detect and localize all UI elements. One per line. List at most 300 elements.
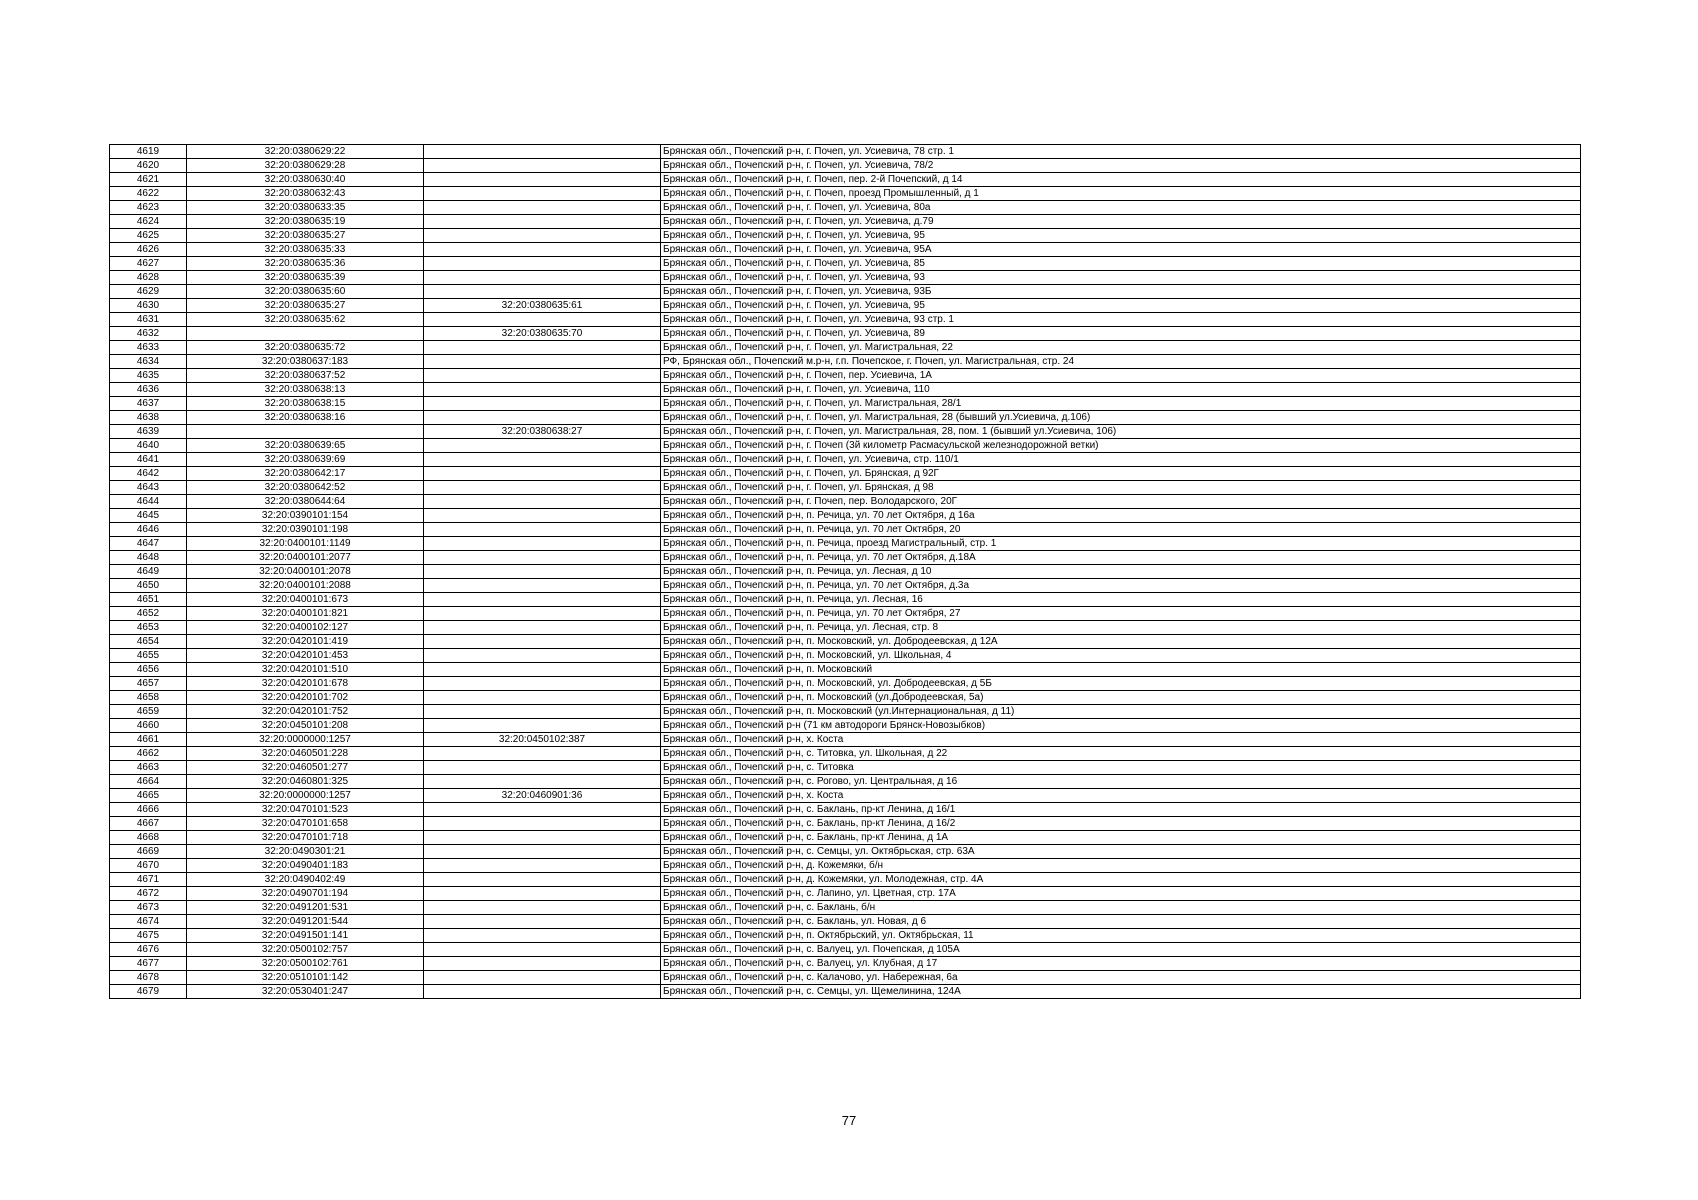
address: Брянская обл., Почепский р-н, г. Почеп (3й километр Расмасульской железнодорожной ветки) (661, 439, 1581, 453)
table-row (110, 607, 1581, 621)
cadastral-number: 32:20:0380635:60 (187, 285, 424, 299)
cadastral-number: 32:20:0380629:28 (187, 159, 424, 173)
row-number: 4669 (110, 845, 187, 859)
address: Брянская обл., Почепский р-н, г. Почеп, ул. Усиевича, д.79 (661, 215, 1581, 229)
address: Брянская обл., Почепский р-н, п. Московский, ул. Школьная, 4 (661, 649, 1581, 663)
cadastral-number: 32:20:0000000:1257 (187, 789, 424, 803)
parent-cadastral-number (424, 397, 661, 411)
address: Брянская обл., Почепский р-н, г. Почеп, ул. Усиевича, 95 (661, 229, 1581, 243)
table-row (110, 495, 1581, 509)
table-row (110, 957, 1581, 971)
parent-cadastral-number (424, 985, 661, 999)
cadastral-number: 32:20:0380642:52 (187, 481, 424, 495)
cadastral-number: 32:20:0500102:761 (187, 957, 424, 971)
table-row (110, 747, 1581, 761)
parent-cadastral-number (424, 593, 661, 607)
table-row (110, 733, 1581, 747)
parent-cadastral-number (424, 173, 661, 187)
parent-cadastral-number: 32:20:0380635:61 (424, 299, 661, 313)
address: Брянская обл., Почепский р-н, г. Почеп, пер. Усиевича, 1А (661, 369, 1581, 383)
row-number: 4656 (110, 663, 187, 677)
cadastral-number: 32:20:0530401:247 (187, 985, 424, 999)
cadastral-number: 32:20:0380630:40 (187, 173, 424, 187)
address: Брянская обл., Почепский р-н, п. Речица, ул. Лесная, д 10 (661, 565, 1581, 579)
cadastral-number: 32:20:0380637:52 (187, 369, 424, 383)
cadastral-number: 32:20:0380633:35 (187, 201, 424, 215)
row-number: 4672 (110, 887, 187, 901)
row-number: 4671 (110, 873, 187, 887)
table-row (110, 621, 1581, 635)
table-row (110, 215, 1581, 229)
table-row (110, 523, 1581, 537)
cadastral-number: 32:20:0380635:33 (187, 243, 424, 257)
parent-cadastral-number (424, 369, 661, 383)
parent-cadastral-number (424, 831, 661, 845)
cadastral-number: 32:20:0380638:15 (187, 397, 424, 411)
address: Брянская обл., Почепский р-н, п. Речица, ул. 70 лет Октября, д.18А (661, 551, 1581, 565)
parent-cadastral-number (424, 705, 661, 719)
address: Брянская обл., Почепский р-н, с. Калачово, ул. Набережная, 6а (661, 971, 1581, 985)
parent-cadastral-number (424, 271, 661, 285)
address: Брянская обл., Почепский р-н, г. Почеп, ул. Брянская, д 92Г (661, 467, 1581, 481)
table-row (110, 355, 1581, 369)
parent-cadastral-number: 32:20:0380638:27 (424, 425, 661, 439)
cadastral-number: 32:20:0420101:419 (187, 635, 424, 649)
cadastral-number: 32:20:0380638:13 (187, 383, 424, 397)
parent-cadastral-number (424, 355, 661, 369)
parent-cadastral-number (424, 635, 661, 649)
row-number: 4647 (110, 537, 187, 551)
table-row (110, 551, 1581, 565)
address: Брянская обл., Почепский р-н, г. Почеп, ул. Усиевича, 93 стр. 1 (661, 313, 1581, 327)
address: Брянская обл., Почепский р-н, п. Московский (661, 663, 1581, 677)
table-row (110, 859, 1581, 873)
address: Брянская обл., Почепский р-н, п. Московский, ул. Добродеевская, д 5Б (661, 677, 1581, 691)
cadastral-number: 32:20:0470101:658 (187, 817, 424, 831)
cadastral-number: 32:20:0491201:544 (187, 915, 424, 929)
table-row (110, 901, 1581, 915)
row-number: 4677 (110, 957, 187, 971)
cadastral-number: 32:20:0390101:154 (187, 509, 424, 523)
parent-cadastral-number: 32:20:0460901:36 (424, 789, 661, 803)
table-row (110, 257, 1581, 271)
address: Брянская обл., Почепский р-н, п. Речица, ул. 70 лет Октября, д 16а (661, 509, 1581, 523)
address: Брянская обл., Почепский р-н, г. Почеп, ул. Усиевича, 95А (661, 243, 1581, 257)
table-row (110, 593, 1581, 607)
parent-cadastral-number (424, 957, 661, 971)
cadastral-number: 32:20:0490402:49 (187, 873, 424, 887)
address: Брянская обл., Почепский р-н, с. Титовка, ул. Школьная, д 22 (661, 747, 1581, 761)
address: Брянская обл., Почепский р-н, д. Кожемяки, б/н (661, 859, 1581, 873)
cadastral-number: 32:20:0420101:752 (187, 705, 424, 719)
table-row (110, 845, 1581, 859)
table-row (110, 985, 1581, 999)
address: Брянская обл., Почепский р-н, п. Речица, ул. 70 лет Октября, д.3а (661, 579, 1581, 593)
table-row (110, 159, 1581, 173)
row-number: 4666 (110, 803, 187, 817)
cadastral-number: 32:20:0420101:453 (187, 649, 424, 663)
table-row (110, 929, 1581, 943)
address: Брянская обл., Почепский р-н, п. Речица, проезд Магистральный, стр. 1 (661, 537, 1581, 551)
address: Брянская обл., Почепский р-н, с. Баклань, пр-кт Ленина, д 1А (661, 831, 1581, 845)
table-row (110, 719, 1581, 733)
address: Брянская обл., Почепский р-н, г. Почеп, ул. Усиевича, стр. 110/1 (661, 453, 1581, 467)
row-number: 4644 (110, 495, 187, 509)
address: Брянская обл., Почепский р-н, с. Титовка (661, 761, 1581, 775)
table-row (110, 789, 1581, 803)
parent-cadastral-number (424, 859, 661, 873)
row-number: 4650 (110, 579, 187, 593)
table-row (110, 579, 1581, 593)
parent-cadastral-number (424, 971, 661, 985)
address: Брянская обл., Почепский р-н, с. Семцы, ул. Щемелинина, 124А (661, 985, 1581, 999)
address: Брянская обл., Почепский р-н, д. Кожемяки, ул. Молодежная, стр. 4А (661, 873, 1581, 887)
row-number: 4653 (110, 621, 187, 635)
parent-cadastral-number (424, 691, 661, 705)
address: Брянская обл., Почепский р-н (71 км автодороги Брянск-Новозыбков) (661, 719, 1581, 733)
table-row (110, 775, 1581, 789)
address: Брянская обл., Почепский р-н, х. Коста (661, 789, 1581, 803)
row-number: 4648 (110, 551, 187, 565)
row-number: 4624 (110, 215, 187, 229)
cadastral-number: 32:20:0380635:72 (187, 341, 424, 355)
cadastral-number: 32:20:0380629:22 (187, 145, 424, 159)
cadastral-number (187, 327, 424, 341)
parent-cadastral-number (424, 145, 661, 159)
cadastral-number: 32:20:0420101:678 (187, 677, 424, 691)
cadastral-number: 32:20:0380635:39 (187, 271, 424, 285)
table-row (110, 635, 1581, 649)
table-row (110, 663, 1581, 677)
address: Брянская обл., Почепский р-н, г. Почеп, ул. Брянская, д 98 (661, 481, 1581, 495)
cadastral-number: 32:20:0380638:16 (187, 411, 424, 425)
cadastral-number: 32:20:0400101:2078 (187, 565, 424, 579)
cadastral-number: 32:20:0380635:19 (187, 215, 424, 229)
table-row (110, 285, 1581, 299)
table-row (110, 201, 1581, 215)
address: Брянская обл., Почепский р-н, с. Валуец, ул. Клубная, д 17 (661, 957, 1581, 971)
table-row (110, 873, 1581, 887)
row-number: 4657 (110, 677, 187, 691)
parent-cadastral-number (424, 243, 661, 257)
row-number: 4626 (110, 243, 187, 257)
parent-cadastral-number (424, 845, 661, 859)
address: Брянская обл., Почепский р-н, г. Почеп, ул. Усиевича, 80а (661, 201, 1581, 215)
row-number: 4675 (110, 929, 187, 943)
row-number: 4662 (110, 747, 187, 761)
cadastral-number: 32:20:0470101:523 (187, 803, 424, 817)
row-number: 4640 (110, 439, 187, 453)
table-row (110, 509, 1581, 523)
parent-cadastral-number (424, 761, 661, 775)
cadastral-number: 32:20:0380635:27 (187, 299, 424, 313)
row-number: 4659 (110, 705, 187, 719)
address: Брянская обл., Почепский р-н, г. Почеп, проезд Промышленный, д 1 (661, 187, 1581, 201)
row-number: 4637 (110, 397, 187, 411)
row-number: 4643 (110, 481, 187, 495)
parent-cadastral-number (424, 747, 661, 761)
cadastral-number: 32:20:0460501:277 (187, 761, 424, 775)
row-number: 4676 (110, 943, 187, 957)
row-number: 4655 (110, 649, 187, 663)
parent-cadastral-number (424, 495, 661, 509)
row-number: 4670 (110, 859, 187, 873)
address: Брянская обл., Почепский р-н, п. Речица, ул. 70 лет Октября, 27 (661, 607, 1581, 621)
parent-cadastral-number (424, 439, 661, 453)
parent-cadastral-number (424, 159, 661, 173)
row-number: 4665 (110, 789, 187, 803)
parent-cadastral-number (424, 621, 661, 635)
row-number: 4621 (110, 173, 187, 187)
row-number: 4630 (110, 299, 187, 313)
address: Брянская обл., Почепский р-н, п. Речица, ул. Лесная, стр. 8 (661, 621, 1581, 635)
parent-cadastral-number (424, 929, 661, 943)
cadastral-number: 32:20:0491201:531 (187, 901, 424, 915)
parent-cadastral-number (424, 285, 661, 299)
table-row (110, 887, 1581, 901)
parent-cadastral-number (424, 523, 661, 537)
cadastral-number: 32:20:0490701:194 (187, 887, 424, 901)
address: Брянская обл., Почепский р-н, г. Почеп, ул. Усиевича, 89 (661, 327, 1581, 341)
table-row (110, 229, 1581, 243)
row-number: 4632 (110, 327, 187, 341)
address: РФ, Брянская обл., Почепский м.р-н, г.п. Почепское, г. Почеп, ул. Магистральная, стр. 24 (661, 355, 1581, 369)
table-row (110, 425, 1581, 439)
cadastral-number: 32:20:0420101:702 (187, 691, 424, 705)
address: Брянская обл., Почепский р-н, г. Почеп, ул. Магистральная, 28 (бывший ул.Усиевича, д.106) (661, 411, 1581, 425)
cadastral-number: 32:20:0380644:64 (187, 495, 424, 509)
parent-cadastral-number (424, 579, 661, 593)
parent-cadastral-number (424, 453, 661, 467)
table-row (110, 691, 1581, 705)
cadastral-number: 32:20:0400101:1149 (187, 537, 424, 551)
row-number: 4620 (110, 159, 187, 173)
parent-cadastral-number (424, 341, 661, 355)
parent-cadastral-number (424, 915, 661, 929)
page-number: 77 (841, 1113, 857, 1128)
row-number: 4658 (110, 691, 187, 705)
row-number: 4678 (110, 971, 187, 985)
address: Брянская обл., Почепский р-н, г. Почеп, ул. Магистральная, 28/1 (661, 397, 1581, 411)
table-row (110, 915, 1581, 929)
parent-cadastral-number (424, 509, 661, 523)
address: Брянская обл., Почепский р-н, с. Баклань, ул. Новая, д 6 (661, 915, 1581, 929)
table-row (110, 327, 1581, 341)
parent-cadastral-number (424, 467, 661, 481)
cadastral-number: 32:20:0400101:673 (187, 593, 424, 607)
table-row (110, 467, 1581, 481)
address: Брянская обл., Почепский р-н, с. Семцы, ул. Октябрьская, стр. 63А (661, 845, 1581, 859)
table-row (110, 173, 1581, 187)
cadastral-number: 32:20:0491501:141 (187, 929, 424, 943)
parent-cadastral-number (424, 201, 661, 215)
parent-cadastral-number: 32:20:0380635:70 (424, 327, 661, 341)
address: Брянская обл., Почепский р-н, г. Почеп, ул. Усиевича, 85 (661, 257, 1581, 271)
table-row (110, 383, 1581, 397)
cadastral-number: 32:20:0470101:718 (187, 831, 424, 845)
address: Брянская обл., Почепский р-н, х. Коста (661, 733, 1581, 747)
row-number: 4664 (110, 775, 187, 789)
address: Брянская обл., Почепский р-н, п. Октябрьский, ул. Октябрьская, 11 (661, 929, 1581, 943)
cadastral-number: 32:20:0400102:127 (187, 621, 424, 635)
table-row (110, 817, 1581, 831)
table-row (110, 537, 1581, 551)
row-number: 4679 (110, 985, 187, 999)
cadastral-number: 32:20:0420101:510 (187, 663, 424, 677)
address: Брянская обл., Почепский р-н, п. Московский (ул.Интернациональная, д 11) (661, 705, 1581, 719)
table-row (110, 271, 1581, 285)
table-row (110, 397, 1581, 411)
parent-cadastral-number (424, 803, 661, 817)
cadastral-number: 32:20:0000000:1257 (187, 733, 424, 747)
address: Брянская обл., Почепский р-н, г. Почеп, ул. Усиевича, 78 стр. 1 (661, 145, 1581, 159)
cadastral-number: 32:20:0380639:65 (187, 439, 424, 453)
parent-cadastral-number (424, 943, 661, 957)
register-body (110, 145, 1581, 999)
address: Брянская обл., Почепский р-н, г. Почеп, ул. Усиевича, 93 (661, 271, 1581, 285)
address: Брянская обл., Почепский р-н, с. Баклань, пр-кт Ленина, д 16/1 (661, 803, 1581, 817)
parent-cadastral-number (424, 551, 661, 565)
parent-cadastral-number (424, 187, 661, 201)
address: Брянская обл., Почепский р-н, с. Баклань, б/н (661, 901, 1581, 915)
cadastral-number: 32:20:0380642:17 (187, 467, 424, 481)
cadastral-number: 32:20:0390101:198 (187, 523, 424, 537)
table-row (110, 565, 1581, 579)
parent-cadastral-number (424, 901, 661, 915)
cadastral-number: 32:20:0490401:183 (187, 859, 424, 873)
cadastral-number: 32:20:0380635:36 (187, 257, 424, 271)
table-row (110, 831, 1581, 845)
row-number: 4652 (110, 607, 187, 621)
row-number: 4629 (110, 285, 187, 299)
cadastral-number: 32:20:0510101:142 (187, 971, 424, 985)
table-row (110, 705, 1581, 719)
address: Брянская обл., Почепский р-н, с. Валуец, ул. Почепская, д 105А (661, 943, 1581, 957)
address: Брянская обл., Почепский р-н, с. Баклань, пр-кт Ленина, д 16/2 (661, 817, 1581, 831)
cadastral-number: 32:20:0380639:69 (187, 453, 424, 467)
row-number: 4622 (110, 187, 187, 201)
row-number: 4619 (110, 145, 187, 159)
address: Брянская обл., Почепский р-н, г. Почеп, ул. Магистральная, 28, пом. 1 (бывший ул.Усиевича, 106) (661, 425, 1581, 439)
table-row (110, 341, 1581, 355)
address: Брянская обл., Почепский р-н, п. Речица, ул. Лесная, 16 (661, 593, 1581, 607)
row-number: 4661 (110, 733, 187, 747)
row-number: 4631 (110, 313, 187, 327)
parent-cadastral-number (424, 383, 661, 397)
table-row (110, 439, 1581, 453)
parent-cadastral-number: 32:20:0450102:387 (424, 733, 661, 747)
row-number: 4627 (110, 257, 187, 271)
row-number: 4651 (110, 593, 187, 607)
cadastral-number: 32:20:0380635:62 (187, 313, 424, 327)
address: Брянская обл., Почепский р-н, с. Лапино, ул. Цветная, стр. 17А (661, 887, 1581, 901)
address: Брянская обл., Почепский р-н, п. Речица, ул. 70 лет Октября, 20 (661, 523, 1581, 537)
row-number: 4646 (110, 523, 187, 537)
address: Брянская обл., Почепский р-н, г. Почеп, ул. Усиевича, 95 (661, 299, 1581, 313)
address: Брянская обл., Почепский р-н, г. Почеп, ул. Усиевича, 93Б (661, 285, 1581, 299)
table-row (110, 761, 1581, 775)
table-row (110, 145, 1581, 159)
row-number: 4628 (110, 271, 187, 285)
row-number: 4668 (110, 831, 187, 845)
cadastral-number: 32:20:0380637:183 (187, 355, 424, 369)
address: Брянская обл., Почепский р-н, г. Почеп, ул. Магистральная, 22 (661, 341, 1581, 355)
cadastral-number: 32:20:0460501:228 (187, 747, 424, 761)
parent-cadastral-number (424, 649, 661, 663)
row-number: 4660 (110, 719, 187, 733)
parent-cadastral-number (424, 775, 661, 789)
cadastral-number (187, 425, 424, 439)
row-number: 4625 (110, 229, 187, 243)
row-number: 4642 (110, 467, 187, 481)
address: Брянская обл., Почепский р-н, г. Почеп, ул. Усиевича, 110 (661, 383, 1581, 397)
parent-cadastral-number (424, 481, 661, 495)
parent-cadastral-number (424, 719, 661, 733)
table-row (110, 411, 1581, 425)
parent-cadastral-number (424, 607, 661, 621)
row-number: 4634 (110, 355, 187, 369)
table-row (110, 299, 1581, 313)
row-number: 4638 (110, 411, 187, 425)
cadastral-number: 32:20:0500102:757 (187, 943, 424, 957)
table-row (110, 677, 1581, 691)
parent-cadastral-number (424, 215, 661, 229)
row-number: 4654 (110, 635, 187, 649)
parent-cadastral-number (424, 677, 661, 691)
table-row (110, 187, 1581, 201)
row-number: 4663 (110, 761, 187, 775)
parent-cadastral-number (424, 887, 661, 901)
parent-cadastral-number (424, 313, 661, 327)
cadastral-number: 32:20:0400101:2077 (187, 551, 424, 565)
table-row (110, 649, 1581, 663)
address: Брянская обл., Почепский р-н, г. Почеп, пер. 2-й Почепский, д 14 (661, 173, 1581, 187)
row-number: 4633 (110, 341, 187, 355)
cadastral-number: 32:20:0380635:27 (187, 229, 424, 243)
row-number: 4623 (110, 201, 187, 215)
property-register-table (109, 144, 1581, 999)
cadastral-number: 32:20:0490301:21 (187, 845, 424, 859)
parent-cadastral-number (424, 565, 661, 579)
row-number: 4673 (110, 901, 187, 915)
cadastral-number: 32:20:0400101:821 (187, 607, 424, 621)
row-number: 4674 (110, 915, 187, 929)
address: Брянская обл., Почепский р-н, г. Почеп, ул. Усиевича, 78/2 (661, 159, 1581, 173)
table-row (110, 369, 1581, 383)
address: Брянская обл., Почепский р-н, п. Московский, ул. Добродеевская, д 12А (661, 635, 1581, 649)
row-number: 4635 (110, 369, 187, 383)
address: Брянская обл., Почепский р-н, г. Почеп, пер. Володарского, 20Г (661, 495, 1581, 509)
row-number: 4649 (110, 565, 187, 579)
address: Брянская обл., Почепский р-н, с. Рогово, ул. Центральная, д 16 (661, 775, 1581, 789)
parent-cadastral-number (424, 229, 661, 243)
cadastral-number: 32:20:0400101:2088 (187, 579, 424, 593)
parent-cadastral-number (424, 817, 661, 831)
parent-cadastral-number (424, 257, 661, 271)
cadastral-number: 32:20:0460801:325 (187, 775, 424, 789)
cadastral-number: 32:20:0380632:43 (187, 187, 424, 201)
table-row (110, 453, 1581, 467)
cadastral-number: 32:20:0450101:208 (187, 719, 424, 733)
row-number: 4645 (110, 509, 187, 523)
table-row (110, 313, 1581, 327)
table-row (110, 803, 1581, 817)
row-number: 4667 (110, 817, 187, 831)
row-number: 4641 (110, 453, 187, 467)
parent-cadastral-number (424, 537, 661, 551)
address: Брянская обл., Почепский р-н, п. Московский (ул.Добродеевская, 5а) (661, 691, 1581, 705)
table-row (110, 243, 1581, 257)
